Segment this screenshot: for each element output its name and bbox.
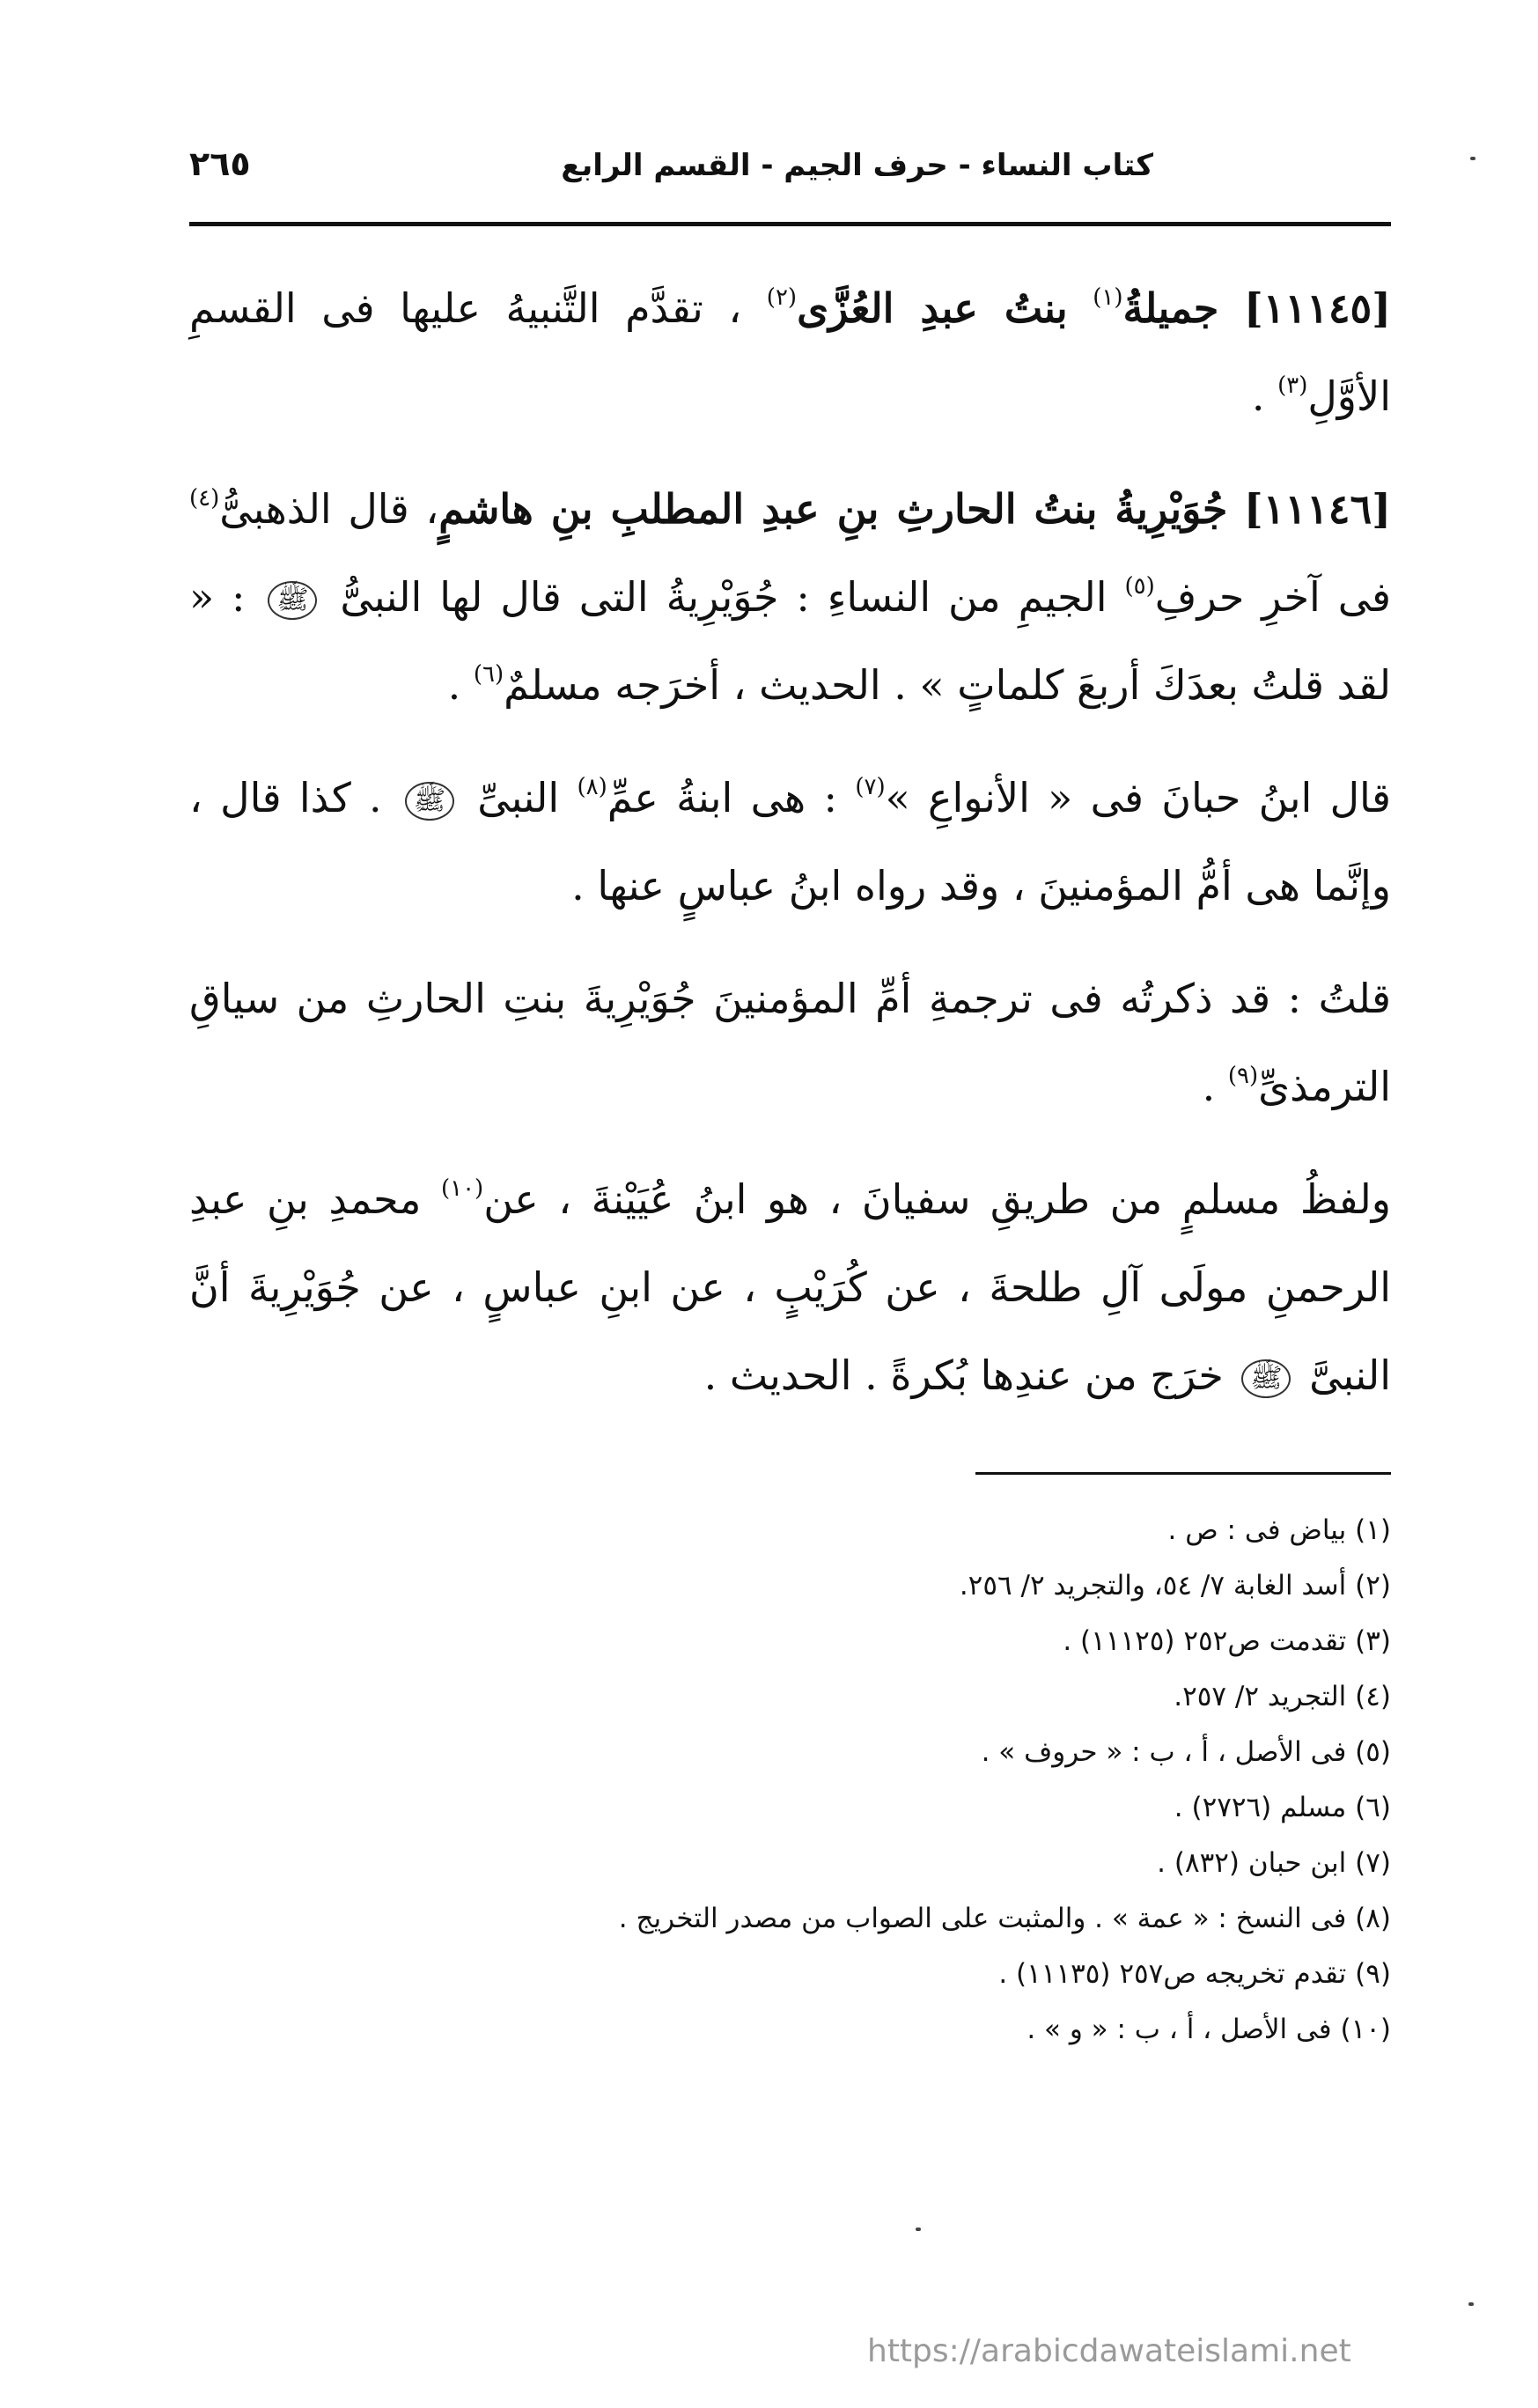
salutation-icon: ﷺ [268, 581, 317, 620]
paragraph-text: محمدِ بنِ عبدِ الرحمنِ مولَى آلِ طلحةَ ، عن كُرَيْبٍ ، عن ابنِ عباسٍ ، عن جُوَيْرِيةَ أنَّ النبىَّ [189, 1175, 1391, 1399]
entry-name-cont: بنتُ عبدِ العُزَّى [797, 284, 1068, 332]
paragraph-text: قلتُ : قد ذكرتُه فى ترجمةِ أمِّ المؤمنينَ جُوَيْرِيةَ بنتِ الحارثِ من سياقِ الترمذىِّ [189, 975, 1391, 1110]
salutation-icon: ﷺ [1241, 1359, 1291, 1398]
footnote-ref-6[interactable]: (٦) [473, 661, 504, 688]
footnote-6: (٦) مسلم (٢٧٢٦) . [1174, 1792, 1391, 1823]
running-title: كتاب النساء - حرف الجيم - القسم الرابع [561, 148, 1153, 183]
entry-text: الجيمِ من النساءِ : جُوَيْرِيةُ التى قال لها النبىُّ [340, 573, 1108, 621]
paragraph-text: النبىِّ [477, 774, 560, 821]
entry-end: . [1251, 372, 1265, 420]
salutation-icon: ﷺ [405, 782, 454, 821]
scan-speck [1470, 157, 1475, 160]
entry-text: ، تقدَّم التَّنبيهُ عليها فى القسمِ الأوَّلِ [189, 284, 1391, 420]
footnotes [189, 1507, 1391, 2062]
footnote-7: (٧) ابن حبان (٨٣٢) . [1157, 1847, 1391, 1879]
footnote-8: (٨) فى النسخ : « عمة » . والمثبت على الصواب من مصدر التخريج . [618, 1903, 1391, 1934]
footnote-4: (٤) التجريد ٢/ ٢٥٧. [1174, 1681, 1391, 1712]
footnote-10: (١٠) فى الأصل ، أ ، ب : « و » . [1027, 2014, 1391, 2045]
footnote-ref-8[interactable]: (٨) [577, 774, 607, 800]
entry-end: . [447, 661, 461, 709]
footnote-ref-4[interactable]: (٤) [189, 485, 220, 512]
footnote-ref-10[interactable]: (١٠) [440, 1175, 484, 1202]
footnote-ref-3[interactable]: (٣) [1277, 372, 1308, 399]
paragraph-muslim [189, 1155, 1391, 1419]
paragraph-text: : هى ابنةُ عمِّ [607, 774, 837, 821]
entry-11145 [189, 264, 1391, 440]
footnote-ref-7[interactable]: (٧) [855, 774, 886, 800]
footnote-ref-1[interactable]: (١) [1093, 284, 1123, 311]
footnote-ref-5[interactable]: (٥) [1124, 573, 1155, 600]
page-number: ٢٦٥ [189, 144, 251, 183]
page-header [189, 141, 1391, 203]
paragraph-end: . [1202, 1063, 1216, 1110]
entry-name: جُوَيْرِيةُ بنتُ الحارثِ بنِ عبدِ المطلبِ بنِ هاشمٍ [438, 485, 1228, 533]
footnote-5: (٥) فى الأصل ، أ ، ب : « حروف » . [981, 1736, 1391, 1768]
entry-name: جميلةُ [1122, 284, 1219, 332]
footnote-1: (١) بياض فى : ص . [1167, 1514, 1391, 1546]
scan-speck [916, 2228, 921, 2231]
header-rule [189, 222, 1391, 226]
entry-text: فى آخرِ حرفِ [1154, 573, 1392, 621]
footnote-9: (٩) تقدم تخريجه ص٢٥٧ (١١١٣٥) . [998, 1958, 1391, 1990]
entry-11146 [189, 465, 1391, 729]
footnote-rule [975, 1472, 1391, 1475]
footnote-3: (٣) تقدمت ص٢٥٢ (١١١٢٥) . [1063, 1625, 1391, 1657]
scan-speck [1468, 2302, 1474, 2306]
paragraph-qultu [189, 954, 1391, 1130]
paragraph-ibn-hibban [189, 754, 1391, 930]
footnote-2: (٢) أسد الغابة ٧/ ٥٤، والتجريد ٢/ ٢٥٦. [959, 1570, 1391, 1602]
paragraph-text: ولفظُ مسلمٍ من طريقِ سفيانَ ، هو ابنُ عُيَيْنةَ ، عن [483, 1175, 1391, 1223]
entry-number: [١١١٤٦] [1243, 485, 1391, 533]
footnote-ref-9[interactable]: (٩) [1227, 1063, 1259, 1089]
footnote-ref-2[interactable]: (٢) [766, 284, 798, 311]
paragraph-text: خرَج من عندِها بُكرةً . الحديث . [703, 1351, 1224, 1399]
entry-text: ، قال الذهبىُّ [219, 485, 439, 533]
main-text [189, 264, 1391, 1444]
paragraph-text: . كذا قال ، وإنَّما هى أمُّ المؤمنينَ ، وقد رواه ابنُ عباسٍ عنها . [189, 774, 1391, 909]
entry-text: : « لقد قلتُ بعدَكَ أربعَ كلماتٍ » . الحديث ، أخرَجه مسلمٌ [189, 573, 1391, 709]
paragraph-text: قال ابنُ حبانَ فى « الأنواعِ » [885, 774, 1392, 821]
watermark-url: https://arabicdawateislami.net [867, 2333, 1351, 2369]
entry-number: [١١١٤٥] [1243, 284, 1392, 332]
